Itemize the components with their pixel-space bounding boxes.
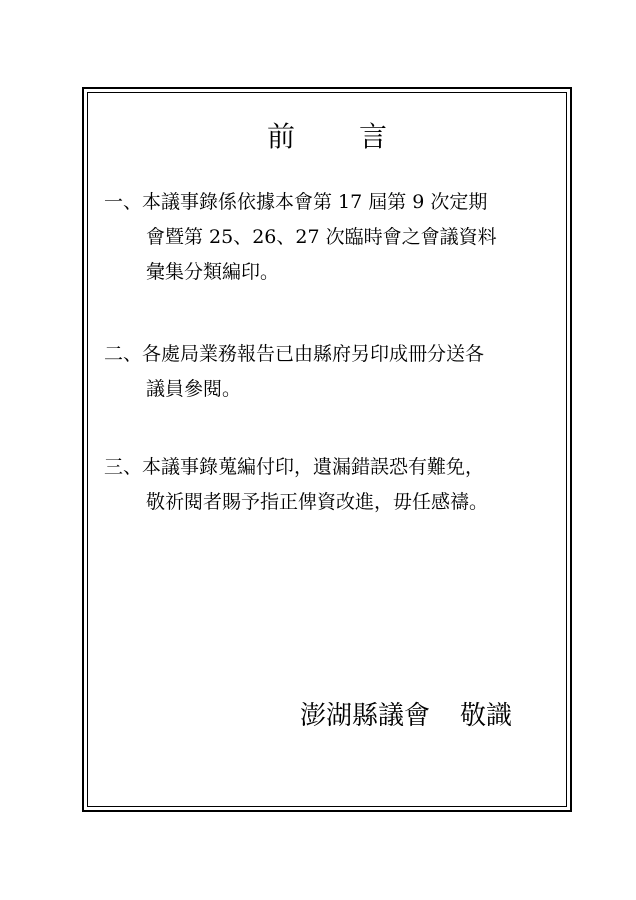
item-3-line-1: 三、本議事錄蒐編付印，遺漏錯誤恐有難免，	[104, 456, 485, 478]
page-title	[87, 117, 567, 157]
signature-close: 敬識	[460, 701, 513, 731]
title-char-1: 前	[266, 120, 295, 153]
signature	[300, 696, 556, 736]
preface-item-3	[104, 450, 564, 520]
item-1-line-2: 會暨第 25、26、27 次臨時會之會議資料	[146, 226, 497, 248]
item-2-line-1: 二、各處局業務報告已由縣府另印成冊分送各	[104, 343, 485, 365]
item-1-line-3: 彙集分類編印。	[146, 261, 280, 283]
preface-item-1	[104, 185, 564, 290]
signature-org: 澎湖縣議會	[300, 701, 431, 731]
item-1-line-1: 一、本議事錄係依據本會第 17 屆第 9 次定期	[104, 191, 488, 213]
item-2-line-2: 議員參閱。	[146, 378, 242, 400]
preface-item-2	[104, 337, 564, 407]
item-3-line-2: 敬祈閱者賜予指正俾資改進，毋任感禱。	[146, 491, 489, 513]
title-char-2: 言	[359, 120, 388, 153]
